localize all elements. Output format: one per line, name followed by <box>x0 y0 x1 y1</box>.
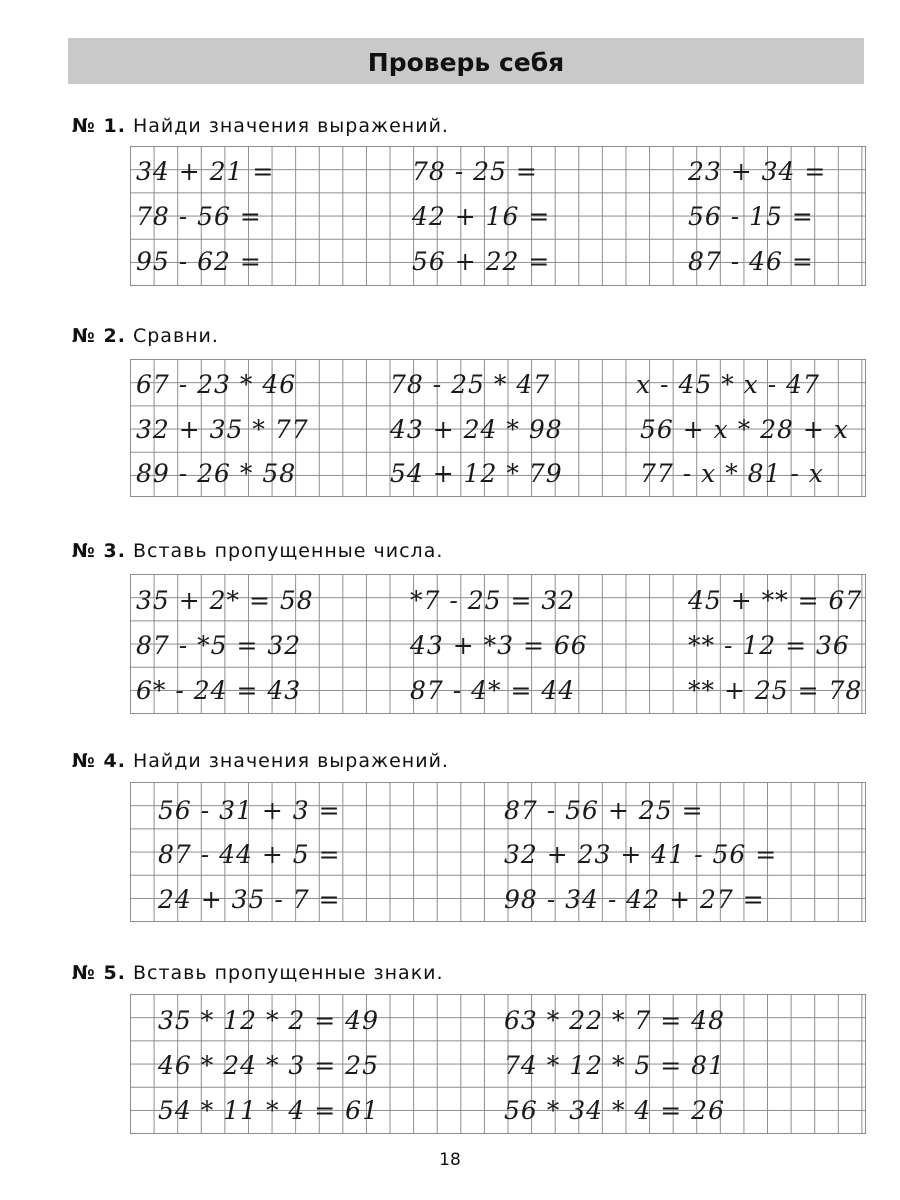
task-5-expr-r2-c1: 46 * 24 * 3 = 25 <box>158 1051 379 1080</box>
task-1-expr-r1-c2: 78 - 25 = <box>412 157 538 186</box>
task-4-expr-r3-c1: 24 + 35 - 7 = <box>158 885 341 914</box>
task-4-expr-r1-c2: 87 - 56 + 25 = <box>504 796 704 825</box>
task-5-expr-r3-c1: 54 * 11 * 4 = 61 <box>158 1096 379 1125</box>
task-5-heading <box>72 962 444 984</box>
task-1-heading <box>72 115 449 137</box>
page-title: Проверь себя <box>367 48 565 77</box>
task-2-expr-r3-c2: 54 + 12 * 79 <box>390 459 563 488</box>
task-2-expr-r2-c2: 43 + 24 * 98 <box>390 415 563 444</box>
task-1-expr-r3-c2: 56 + 22 = <box>412 247 551 276</box>
page-number: 18 <box>439 1150 461 1170</box>
task-1-expr-r2-c2: 42 + 16 = <box>412 202 551 231</box>
task-1-expr-r2-c3: 56 - 15 = <box>688 202 814 231</box>
task-3-title: Вставь пропущенные числа. <box>132 540 444 562</box>
task-3-expr-r1-c1: 35 + 2* = 58 <box>136 586 314 615</box>
task-4-expr-r2-c1: 87 - 44 + 5 = <box>158 840 341 869</box>
task-2-expr-r1-c2: 78 - 25 * 47 <box>390 370 551 399</box>
task-1-expr-r1-c1: 34 + 21 = <box>136 157 275 186</box>
task-3-expr-r1-c3: 45 + ** = 67 <box>688 586 863 615</box>
task-2-expr-r3-c1: 89 - 26 * 58 <box>136 459 297 488</box>
task-3-expr-r3-c2: 87 - 4* = 44 <box>410 676 576 705</box>
task-2-number: № 2. <box>72 325 126 347</box>
task-5-expr-r1-c1: 35 * 12 * 2 = 49 <box>158 1006 379 1035</box>
task-3-expr-r2-c2: 43 + *3 = 66 <box>410 631 588 660</box>
task-3-expr-r3-c3: ** + 25 = 78 <box>688 676 863 705</box>
task-5-title: Вставь пропущенные знаки. <box>132 962 444 984</box>
task-5-expr-r3-c2: 56 * 34 * 4 = 26 <box>504 1096 725 1125</box>
task-3-expr-r2-c3: ** - 12 = 36 <box>688 631 850 660</box>
task-4-expr-r1-c1: 56 - 31 + 3 = <box>158 796 341 825</box>
task-4-title: Найди значения выражений. <box>132 750 449 772</box>
task-5-expr-r2-c2: 74 * 12 * 5 = 81 <box>504 1051 725 1080</box>
task-3-expr-r3-c1: 6* - 24 = 43 <box>136 676 302 705</box>
task-1-title: Найди значения выражений. <box>132 115 449 137</box>
task-3-expr-r2-c1: 87 - *5 = 32 <box>136 631 302 660</box>
task-1-expr-r2-c1: 78 - 56 = <box>136 202 262 231</box>
task-2-expr-r1-c3: x - 45 * x - 47 <box>636 370 820 399</box>
task-3-number: № 3. <box>72 540 126 562</box>
task-2-expr-r1-c1: 67 - 23 * 46 <box>136 370 297 399</box>
task-4-heading <box>72 750 449 772</box>
task-2-expr-r3-c3: 77 - x * 81 - x <box>640 459 824 488</box>
task-1-expr-r3-c3: 87 - 46 = <box>688 247 814 276</box>
task-2-heading <box>72 325 219 347</box>
task-1-number: № 1. <box>72 115 126 137</box>
task-5-number: № 5. <box>72 962 126 984</box>
task-2-expr-r2-c1: 32 + 35 * 77 <box>136 415 309 444</box>
task-4-number: № 4. <box>72 750 126 772</box>
task-3-heading <box>72 540 443 562</box>
task-2-expr-r2-c3: 56 + x * 28 + x <box>640 415 849 444</box>
task-5-expr-r1-c2: 63 * 22 * 7 = 48 <box>504 1006 725 1035</box>
task-4-expr-r3-c2: 98 - 34 - 42 + 27 = <box>504 885 765 914</box>
task-4-expr-r2-c2: 32 + 23 + 41 - 56 = <box>504 840 778 869</box>
task-3-expr-r1-c2: *7 - 25 = 32 <box>410 586 576 615</box>
task-2-title: Сравни. <box>132 325 219 347</box>
task-1-expr-r3-c1: 95 - 62 = <box>136 247 262 276</box>
task-1-expr-r1-c3: 23 + 34 = <box>688 157 827 186</box>
